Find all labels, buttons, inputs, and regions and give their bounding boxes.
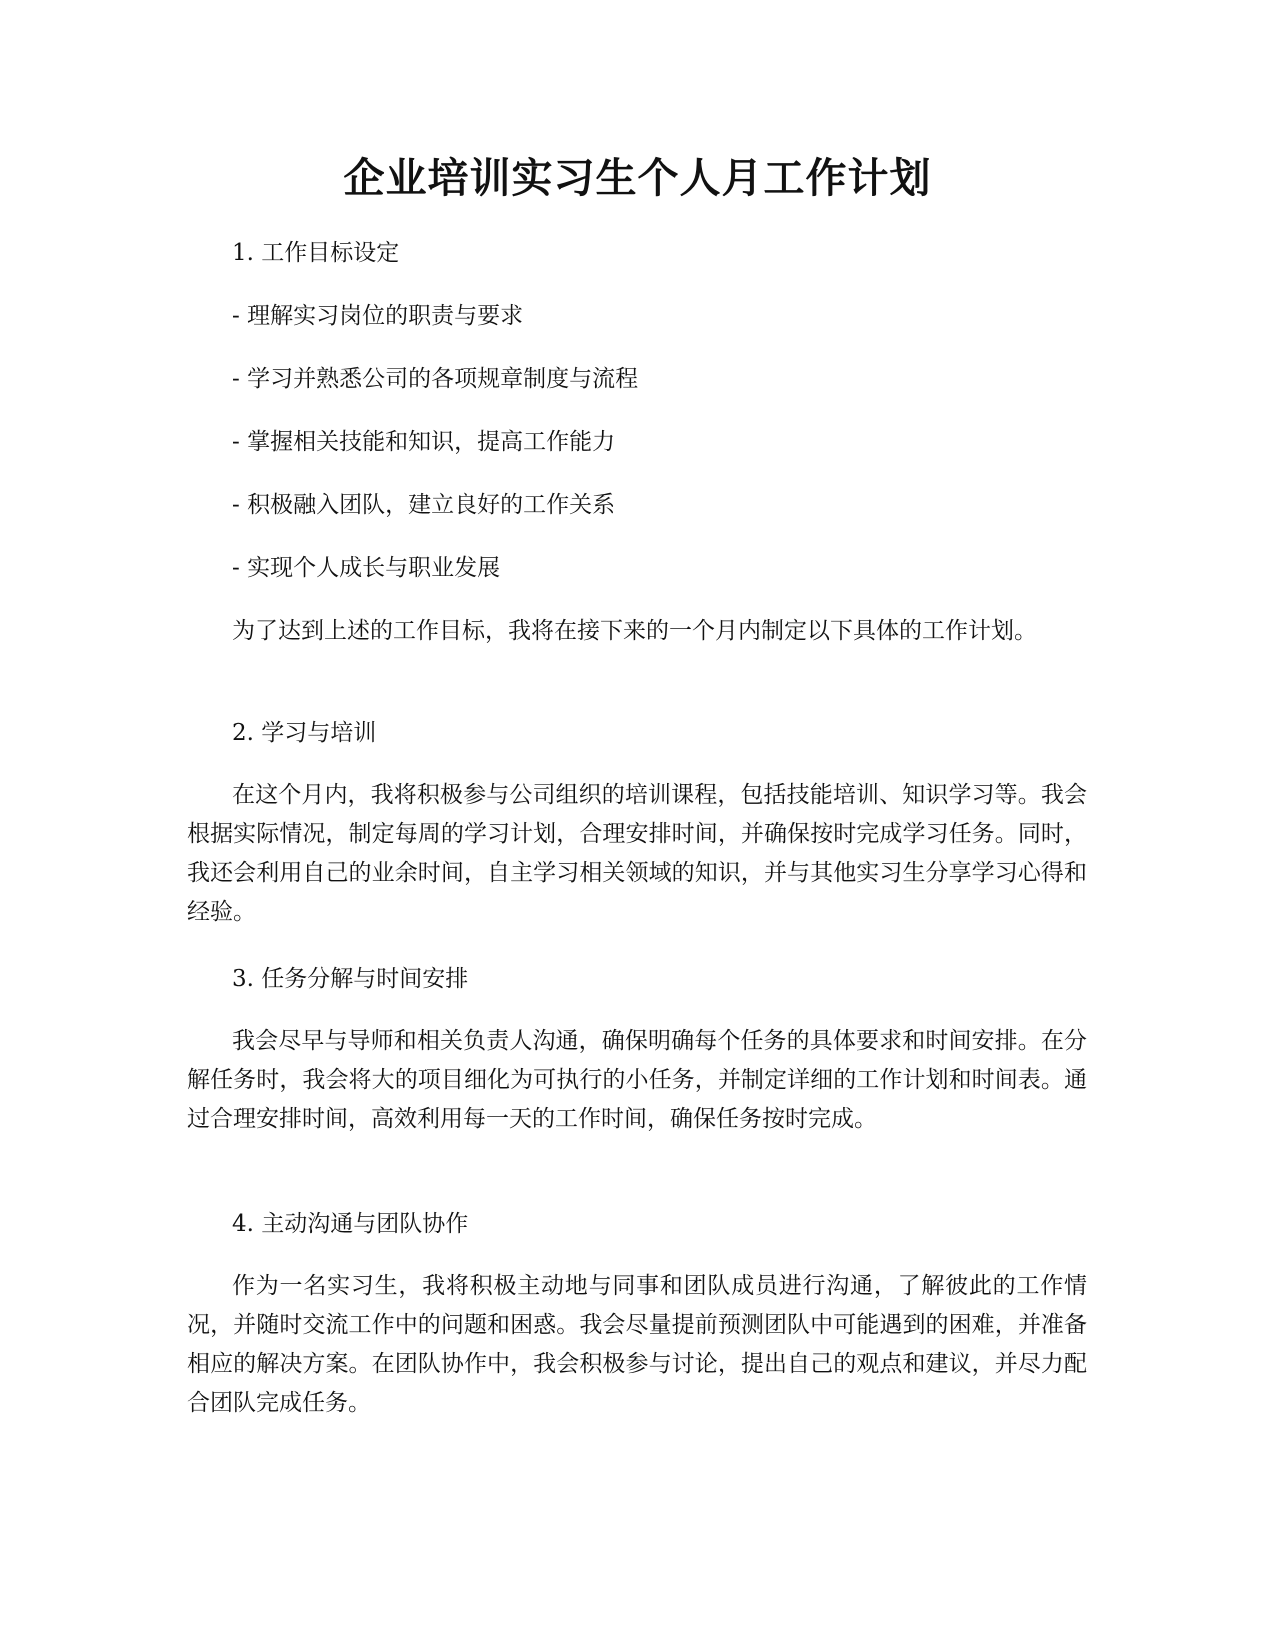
body-paragraph: 我会尽早与导师和相关负责人沟通，确保明确每个任务的具体要求和时间安排。在分解任务时，我会将大的项目细化为可执行的小任务，并制定详细的工作计划和时间表。通过合理安排时间，高效利用每一天的工作时间，确保任务按时完成。 bbox=[187, 1028, 1087, 1132]
heading-study-training: 2. 学习与培训 bbox=[232, 720, 377, 746]
document-title: 企业培训实习生个人月工作计划 bbox=[343, 154, 932, 202]
goal-item: - 积极融入团队，建立良好的工作关系 bbox=[232, 492, 616, 518]
body-paragraph: 在这个月内，我将积极参与公司组织的培训课程，包括技能培训、知识学习等。我会根据实际情况，制定每周的学习计划，合理安排时间，并确保按时完成学习任务。同时，我还会利用自己的业余时间，自主学习相关领域的知识，并与其他实习生分享学习心得和经验。 bbox=[187, 782, 1087, 925]
goal-item: - 实现个人成长与职业发展 bbox=[232, 555, 501, 581]
heading-task-breakdown: 3. 任务分解与时间安排 bbox=[232, 966, 469, 992]
body-paragraph: 为了达到上述的工作目标，我将在接下来的一个月内制定以下具体的工作计划。 bbox=[232, 618, 1037, 644]
body-paragraph: 作为一名实习生，我将积极主动地与同事和团队成员进行沟通，了解彼此的工作情况，并随时交流工作中的问题和困惑。我会尽量提前预测团队中可能遇到的困难，并准备相应的解决方案。在团队协作中，我会积极参与讨论，提出自己的观点和建议，并尽力配合团队完成任务。 bbox=[187, 1273, 1087, 1416]
goal-item: - 掌握相关技能和知识，提高工作能力 bbox=[232, 429, 616, 455]
goal-item: - 理解实习岗位的职责与要求 bbox=[232, 303, 524, 329]
goal-item: - 学习并熟悉公司的各项规章制度与流程 bbox=[232, 366, 639, 392]
heading-communication-teamwork: 4. 主动沟通与团队协作 bbox=[232, 1211, 469, 1237]
heading-work-goals: 1. 工作目标设定 bbox=[232, 240, 400, 266]
